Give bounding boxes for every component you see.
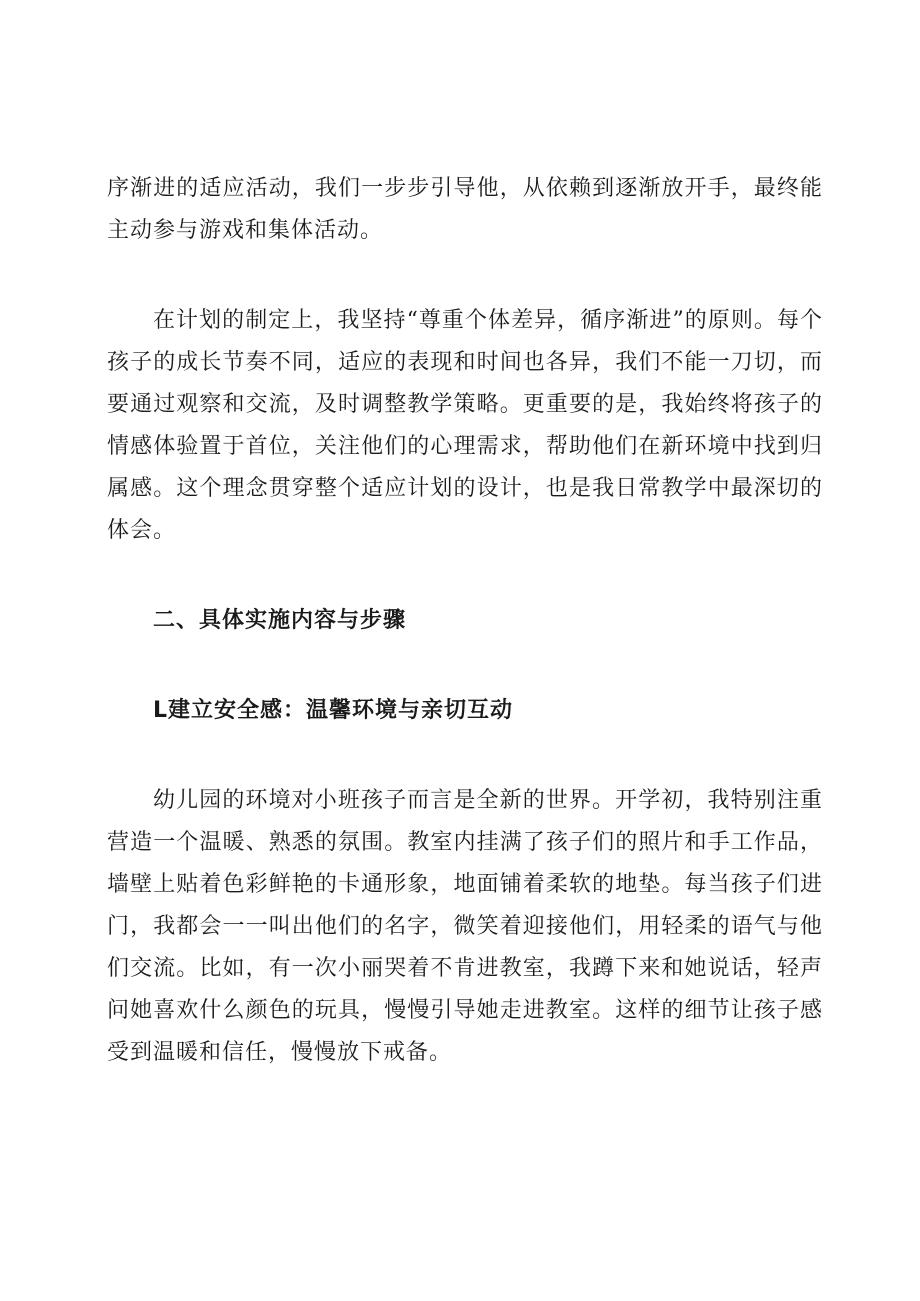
subsection-heading: L建立安全感：温馨环境与亲切互动 [153,698,514,723]
document-body [107,168,823,1074]
paragraph-planning-principle: 在计划的制定上，我坚持“尊重个体差异，循序渐进”的原则。每个孩子的成长节奏不同，适应的表现和时间也各异，我们不能一刀切，而要通过观察和交流，及时调整教学策略。更重要的是，我始终将孩子的情感体验置于首位，关注他们的心理需求，帮助他们在新环境中找到归属感。这个理念贯穿整个适应计划的设计，也是我日常教学中最深切的体会。 [107,308,823,543]
section-heading: 二、具体实施内容与步骤 [153,608,407,633]
paragraph-continuation: 序渐进的适应活动，我们一步步引导他，从依赖到逐渐放开手，最终能主动参与游戏和集体活动。 [107,176,823,243]
paragraph-environment: 幼儿园的环境对小班孩子而言是全新的世界。开学初，我特别注重营造一个温暖、熟悉的氛围。教室内挂满了孩子们的照片和手工作品，墙壁上贴着色彩鲜艳的卡通形象，地面铺着柔软的地垫。每当孩子们进门，我都会一一叫出他们的名字，微笑着迎接他们，用轻柔的语气与他们交流。比如，有一次小丽哭着不肯进教室，我蹲下来和她说话，轻声问她喜欢什么颜色的玩具，慢慢引导她走进教室。这样的细节让孩子感受到温暖和信任，慢慢放下戒备。 [107,788,823,1065]
